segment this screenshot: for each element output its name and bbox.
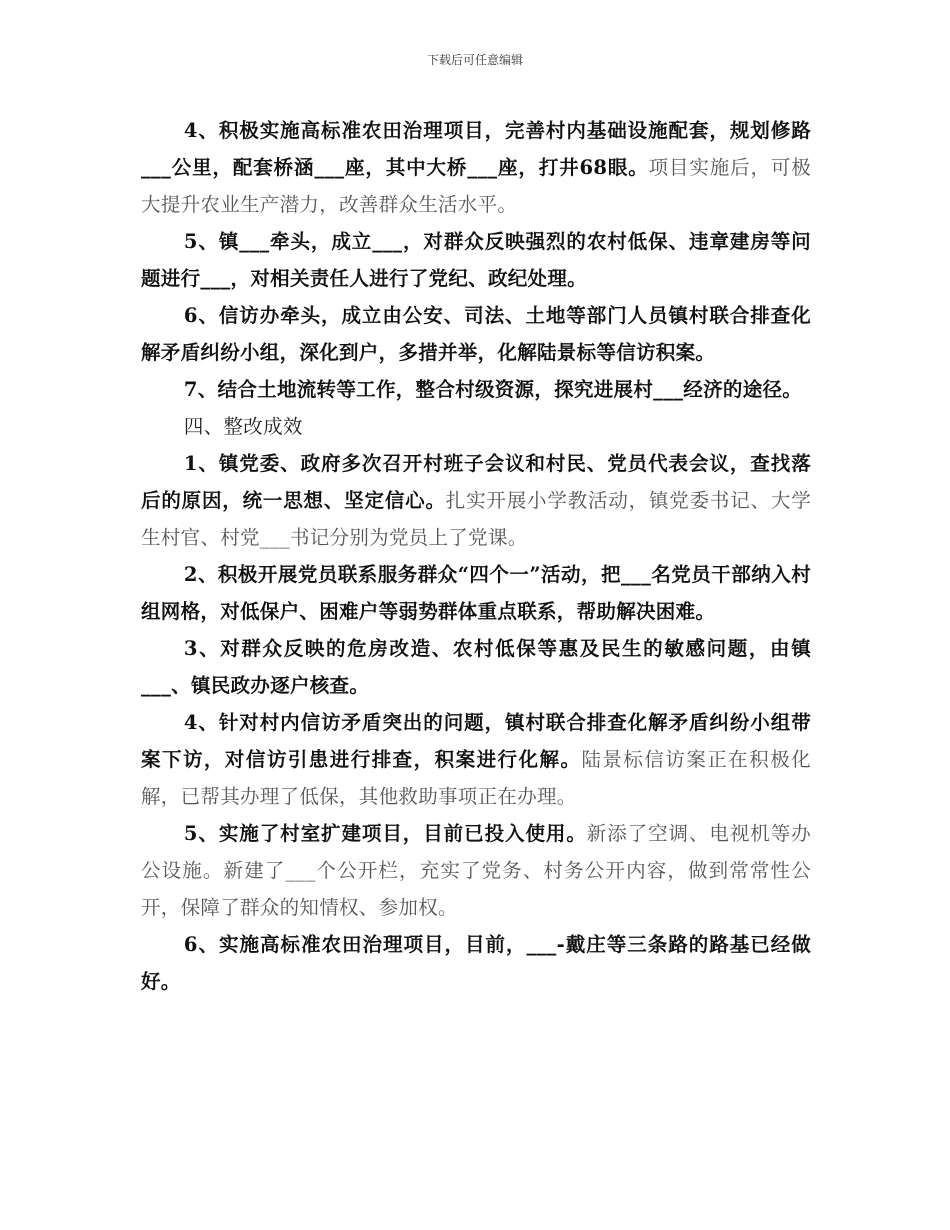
section-heading-4: 四、整改成效: [183, 415, 303, 438]
paragraph-bold-text: 3、对群众反映的危房改造、农村低保等惠及民生的敏感问题，由镇___、镇民政办逐户核查。: [141, 637, 811, 697]
paragraph-bold-text: 6、信访办牵头，成立由公安、司法、土地等部门人员镇村联合排查化解矛盾纠纷小组，深化到户，多措并举，化解陆景标等信访积案。: [141, 304, 811, 364]
paragraph-normal-text: 扎实开展小学教活动，镇党委书记、大学生村官、村党___书记分别为党员上了党课。: [141, 489, 811, 549]
paragraph-item-7: [141, 371, 811, 408]
paragraph-bold-text: 5、实施了村室扩建项目，目前已投入使用。: [183, 822, 587, 845]
paragraph-bold-text: 1、镇党委、政府多次召开村班子会议和村民、党员代表会议，查找落后的原因，统一思想、坚定信心。: [141, 452, 811, 512]
result-item-2: [141, 556, 811, 630]
paragraph-bold-text: 4、针对村内信访矛盾突出的问题，镇村联合排查化解矛盾纠纷小组带案下访，对信访引患进行排查，积案进行化解。: [141, 711, 811, 771]
document-body: [141, 112, 811, 1000]
result-item-4: [141, 704, 811, 815]
paragraph-bold-text: 5、镇___牵头，成立___，对群众反映强烈的农村低保、违章建房等问题进行___，对相关责任人进行了党纪、政纪处理。: [141, 230, 811, 290]
paragraph-normal-text: 项目实施后，可极大提升农业生产潜力，改善群众生活水平。: [141, 156, 811, 216]
result-item-5: [141, 815, 811, 926]
paragraph-bold-text: 7、结合土地流转等工作，整合村级资源，探究进展村___经济的途径。: [183, 378, 803, 401]
result-item-6: [141, 926, 811, 1000]
paragraph-item-5: [141, 223, 811, 297]
paragraph-bold-text: 6、实施高标准农田治理项目，目前，___-戴庄等三条路的路基已经做好。: [141, 933, 811, 993]
page-header: 下载后可任意编辑: [426, 53, 523, 67]
paragraph-normal-text: 陆景标信访案正在积极化解，已帮其办理了低保，其他救助事项正在办理。: [141, 748, 811, 808]
paragraph-bold-text: 4、积极实施高标准农田治理项目，完善村内基础设施配套，规划修路___公里，配套桥涵___座，其中大桥___座，打井68眼。: [141, 119, 811, 179]
result-item-3: [141, 630, 811, 704]
paragraph-bold-text: 2、积极开展党员联系服务群众“四个一”活动，把___名党员干部纳入村组网格，对低保户、困难户等弱势群体重点联系，帮助解决困难。: [141, 563, 811, 623]
paragraph-item-4: [141, 112, 811, 223]
paragraph-normal-text: 新添了空调、电视机等办公设施。新建了___个公开栏，充实了党务、村务公开内容，做到常常性公开，保障了群众的知情权、参加权。: [141, 822, 811, 919]
result-item-1: [141, 445, 811, 556]
paragraph-item-6: [141, 297, 811, 371]
